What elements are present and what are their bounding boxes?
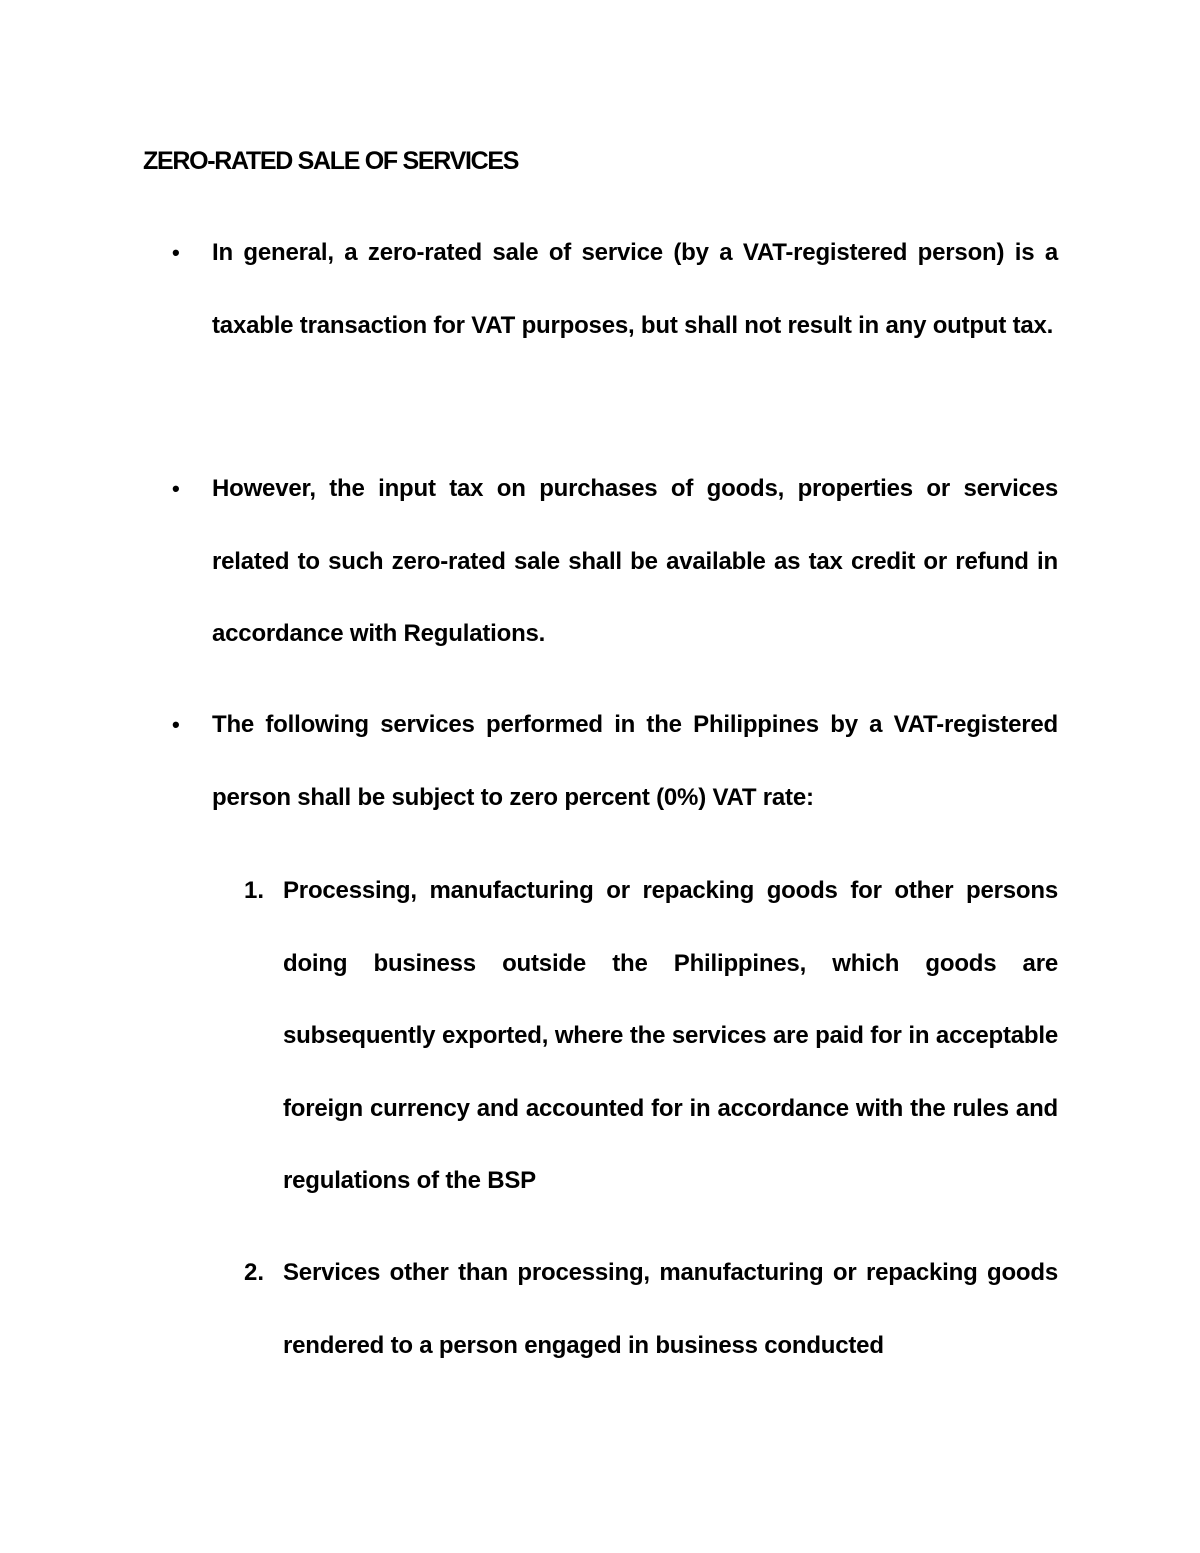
bullet-item-2: However, the input tax on purchases of goods, properties or services related to such zero-rated sale shall be available as tax credit or refund in accordance with Regulations. xyxy=(212,475,1058,647)
bullet-item-3: The following services performed in the Philippines by a VAT-registered person shall be subject to zero percent (0%) VAT rate: xyxy=(212,711,1058,811)
numbered-item-1-number: 1. xyxy=(244,877,265,904)
bullet-marker-1: • xyxy=(172,240,180,265)
bullet-marker-3: • xyxy=(172,712,180,737)
numbered-item-2-number: 2. xyxy=(244,1259,265,1286)
numbered-item-1-text: Processing, manufacturing or repacking goods for other persons doing business outside the Philippines, which goods are subsequently exported, where the services are paid for in acceptable foreign currency and accounted for in accordance with the rules and regulations of the BSP xyxy=(283,877,1058,1194)
numbered-item-2-text: Services other than processing, manufacturing or repacking goods rendered to a person engaged in business conducted xyxy=(283,1259,1058,1359)
bullet-marker-2: • xyxy=(172,476,180,501)
document-title: ZERO-RATED SALE OF SERVICES xyxy=(143,147,519,175)
bullet-item-1: In general, a zero-rated sale of service (by a VAT-registered person) is a taxable transaction for VAT purposes, but shall not result in any output tax. xyxy=(212,239,1058,339)
